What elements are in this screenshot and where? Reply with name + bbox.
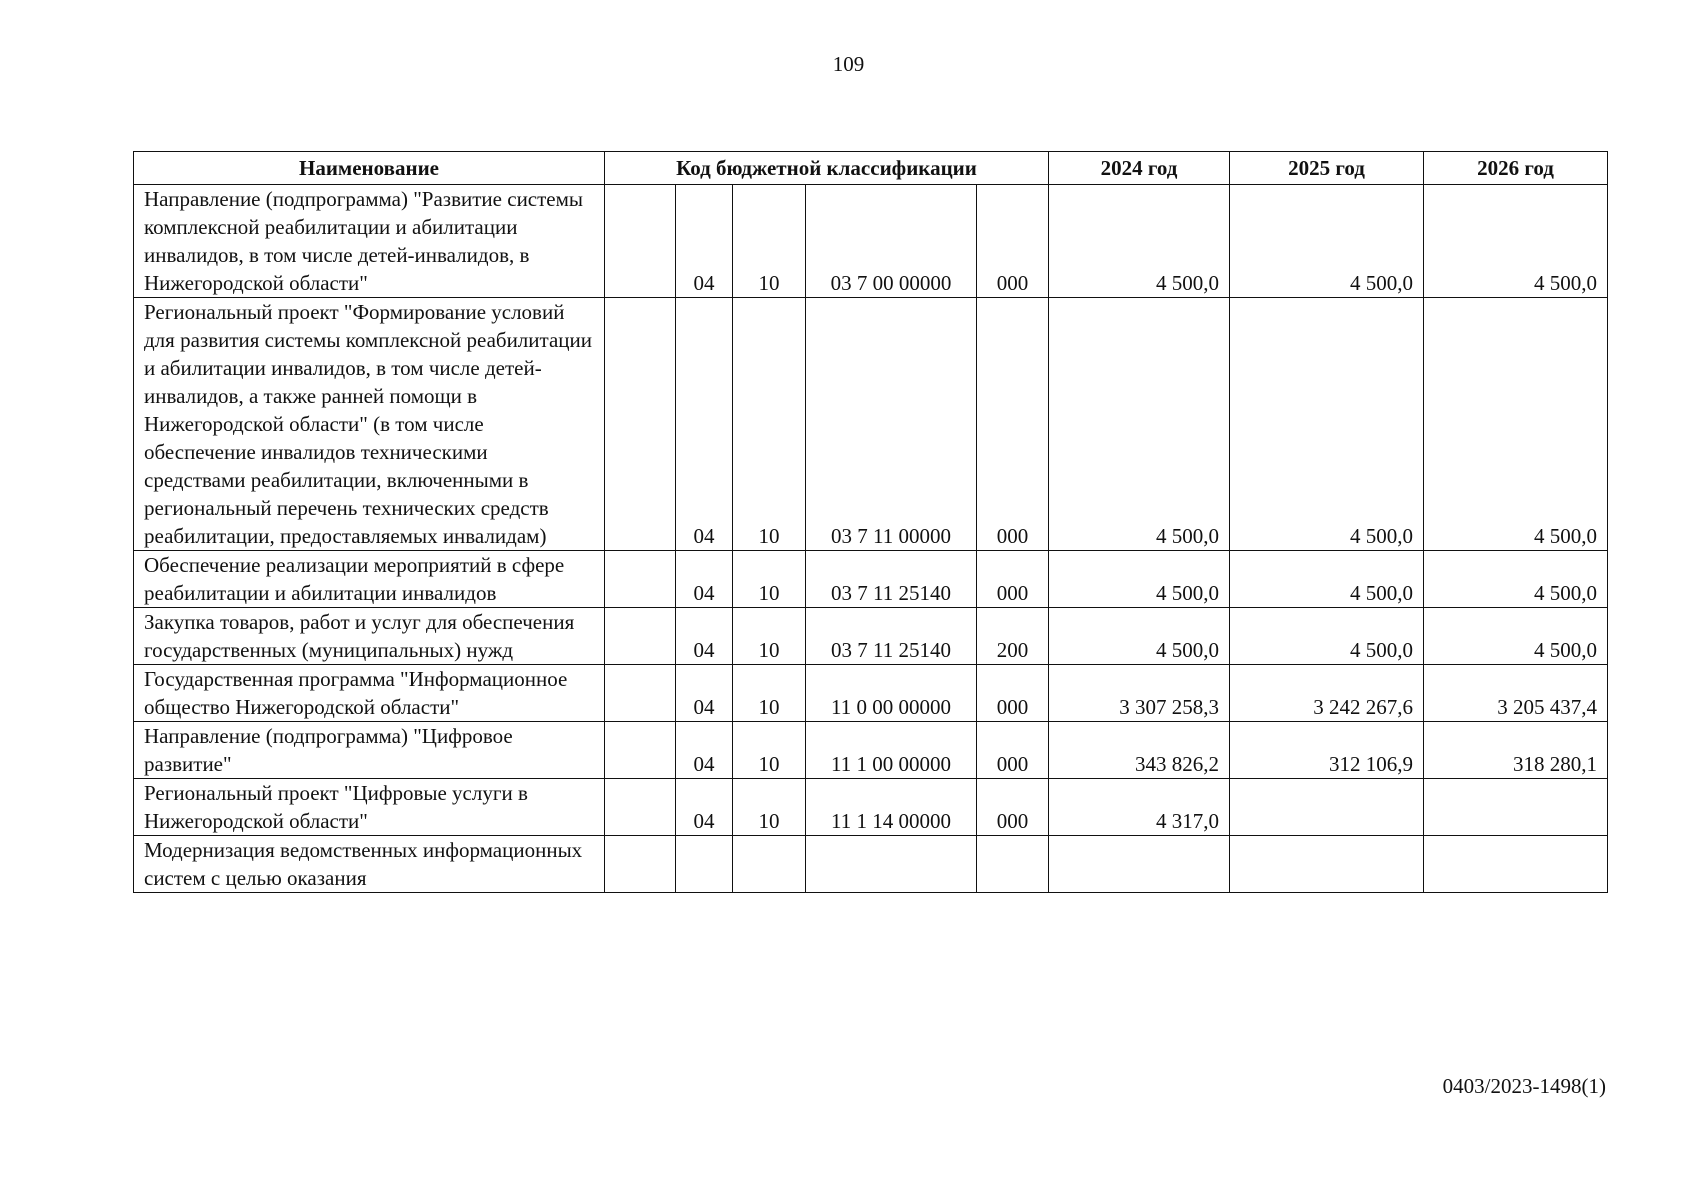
table-row [134, 779, 1608, 836]
value-2024: 4 500,0 [1049, 608, 1230, 665]
table-header-row [134, 152, 1608, 185]
row-name: Региональный проект "Цифровые услуги в Нижегородской области" [134, 779, 605, 836]
code-part-3: 10 [733, 185, 806, 298]
code-part-2: 04 [676, 298, 733, 551]
value-2025: 4 500,0 [1230, 551, 1424, 608]
value-2025: 3 242 267,6 [1230, 665, 1424, 722]
value-2024: 4 500,0 [1049, 185, 1230, 298]
code-part-3: 10 [733, 298, 806, 551]
table-row [134, 665, 1608, 722]
value-2024: 4 317,0 [1049, 779, 1230, 836]
code-part-5: 200 [977, 608, 1049, 665]
code-part-5: 000 [977, 722, 1049, 779]
code-part-3: 10 [733, 779, 806, 836]
table-row [134, 185, 1608, 298]
row-name: Региональный проект "Формирование условий для развития системы комплексной реабилитации и абилитации инвалидов, в том числе детей-инвалидов, а также ранней помощи в Нижегородской области" (в том числе обеспечение инвалидов техническими средствами реабилитации, включенными в региональный перечень технических средств реабилитации, предоставляемых инвалидам) [134, 298, 605, 551]
value-2026: 3 205 437,4 [1424, 665, 1608, 722]
row-name: Направление (подпрограмма) "Развитие системы комплексной реабилитации и абилитации инвалидов, в том числе детей-инвалидов, в Нижегородской области" [134, 185, 605, 298]
value-2025: 312 106,9 [1230, 722, 1424, 779]
header-2024: 2024 год [1049, 152, 1230, 185]
value-2025 [1230, 836, 1424, 893]
code-part-4: 11 1 00 00000 [806, 722, 977, 779]
code-part-1 [605, 836, 676, 893]
value-2026: 4 500,0 [1424, 608, 1608, 665]
code-part-4: 11 0 00 00000 [806, 665, 977, 722]
budget-table [133, 151, 1608, 893]
code-part-4: 03 7 00 00000 [806, 185, 977, 298]
code-part-1 [605, 779, 676, 836]
header-name: Наименование [134, 152, 605, 185]
table-row [134, 836, 1608, 893]
value-2026: 4 500,0 [1424, 298, 1608, 551]
row-name: Государственная программа "Информационное общество Нижегородской области" [134, 665, 605, 722]
code-part-4: 03 7 11 25140 [806, 551, 977, 608]
code-part-1 [605, 722, 676, 779]
table-row [134, 298, 1608, 551]
code-part-5: 000 [977, 665, 1049, 722]
code-part-1 [605, 665, 676, 722]
code-part-4: 11 1 14 00000 [806, 779, 977, 836]
code-part-2: 04 [676, 185, 733, 298]
value-2026: 4 500,0 [1424, 185, 1608, 298]
code-part-3: 10 [733, 722, 806, 779]
code-part-1 [605, 298, 676, 551]
header-2026: 2026 год [1424, 152, 1608, 185]
page-number: 109 [832, 52, 865, 76]
code-part-2: 04 [676, 665, 733, 722]
code-part-5: 000 [977, 779, 1049, 836]
value-2024: 4 500,0 [1049, 298, 1230, 551]
row-name: Закупка товаров, работ и услуг для обеспечения государственных (муниципальных) нужд [134, 608, 605, 665]
code-part-2 [676, 836, 733, 893]
code-part-2: 04 [676, 551, 733, 608]
code-part-3: 10 [733, 551, 806, 608]
header-2025: 2025 год [1230, 152, 1424, 185]
value-2024: 343 826,2 [1049, 722, 1230, 779]
value-2026: 318 280,1 [1424, 722, 1608, 779]
value-2025: 4 500,0 [1230, 298, 1424, 551]
table-row [134, 722, 1608, 779]
row-name: Направление (подпрограмма) "Цифровое развитие" [134, 722, 605, 779]
table-row [134, 608, 1608, 665]
code-part-3: 10 [733, 665, 806, 722]
row-name: Модернизация ведомственных информационных систем с целью оказания [134, 836, 605, 893]
code-part-1 [605, 551, 676, 608]
code-part-1 [605, 608, 676, 665]
value-2026 [1424, 779, 1608, 836]
code-part-3: 10 [733, 608, 806, 665]
header-code: Код бюджетной классификации [605, 152, 1049, 185]
code-part-3 [733, 836, 806, 893]
code-part-2: 04 [676, 608, 733, 665]
code-part-4: 03 7 11 25140 [806, 608, 977, 665]
code-part-4: 03 7 11 00000 [806, 298, 977, 551]
table-row [134, 551, 1608, 608]
row-name: Обеспечение реализации мероприятий в сфере реабилитации и абилитации инвалидов [134, 551, 605, 608]
code-part-5 [977, 836, 1049, 893]
value-2025: 4 500,0 [1230, 608, 1424, 665]
code-part-1 [605, 185, 676, 298]
value-2026: 4 500,0 [1424, 551, 1608, 608]
value-2025 [1230, 779, 1424, 836]
value-2024: 3 307 258,3 [1049, 665, 1230, 722]
value-2026 [1424, 836, 1608, 893]
code-part-4 [806, 836, 977, 893]
value-2025: 4 500,0 [1230, 185, 1424, 298]
code-part-5: 000 [977, 185, 1049, 298]
code-part-2: 04 [676, 722, 733, 779]
code-part-5: 000 [977, 551, 1049, 608]
value-2024 [1049, 836, 1230, 893]
code-part-2: 04 [676, 779, 733, 836]
document-code: 0403/2023-1498(1) [1442, 1074, 1606, 1098]
code-part-5: 000 [977, 298, 1049, 551]
value-2024: 4 500,0 [1049, 551, 1230, 608]
